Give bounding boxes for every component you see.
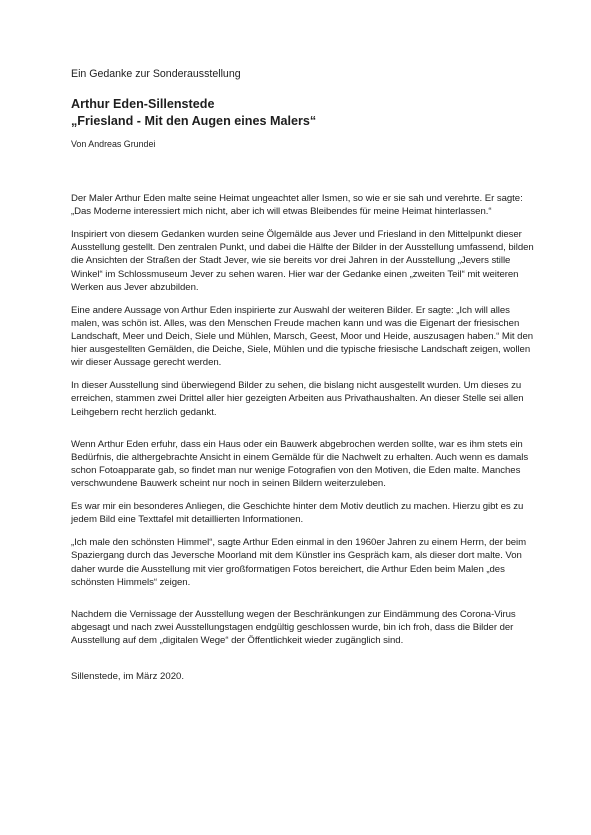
- document-page: [71, 68, 541, 683]
- title-line-1: Arthur Eden-Sillenstede: [71, 97, 215, 111]
- paragraph-6: Es war mir ein besonderes Anliegen, die Geschichte hinter dem Motiv deutlich zu machen. Hierzu gibt es zu jedem Bild eine Texttafel mit detaillierten Informationen.: [71, 501, 524, 526]
- paragraph-5: Wenn Arthur Eden erfuhr, dass ein Haus oder ein Bauwerk abgebrochen werden sollte, war es ihm stets ein Bedürfnis, die althergebrachte Ansicht in einem Gemälde für die Nachwelt zu erhalten. Auch wenn es damals schon Fotoapparate gab, so findet man nur wenige Fotografien von den Motiven, die Eden malte. Manches verschwundene Bauwerk scheint nur noch in seinen Bildern weiterzuleben.: [71, 438, 529, 490]
- document-preheader: Ein Gedanke zur Sonderausstellung: [71, 68, 241, 80]
- paragraph-4: In dieser Ausstellung sind überwiegend Bilder zu sehen, die bislang nicht ausgestellt wurden. Um dieses zu erreichen, stammen zwei Drittel aller hier gezeigten Arbeiten aus Privathaushalten. An dieser Stelle sei allen Leihgebern recht herzlich gedankt.: [71, 380, 524, 418]
- paragraph-7: „Ich male den schönsten Himmel“, sagte Arthur Eden einmal in den 1960er Jahren zu einem Herrn, der beim Spaziergang durch das Jeversche Moorland mit dem Künstler ins Gespräch kam, als dieser dort malte. Von daher wurde die Ausstellung mit vier großformatigen Fotos bereichert, die Arthur Eden beim Malen „des schönsten Himmels“ zeigen.: [71, 537, 527, 588]
- paragraph-2: Inspiriert von diesem Gedanken wurden seine Ölgemälde aus Jever und Friesland in den Mittelpunkt dieser Ausstellung gestellt. Den zentralen Punkt, und dabei die Hälfte der Bilder in der Ausstellung umfassend, bilden die Ansichten der Straßen der Stadt Jever, wie sie bereits vor drei Jahren in der Ausstellung „Jevers stille Winkel“ im Schlossmuseum Jever zu sehen waren. Hier war der Gedanke einen „zweiten Teil“ mit weiteren Werken aus Jever abzubilden.: [71, 229, 534, 293]
- paragraph-3: Eine andere Aussage von Arthur Eden inspirierte zur Auswahl der weiteren Bilder. Er sagte: „Ich will alles malen, was schön ist. Alles, was den Menschen Freude machen kann und was die Eigenart der friesischen Landschaft, Meer und Deich, Siele und Mühlen, Marsch, Geest, Moor und Heide, auszusagen haben.“ Mit den hier ausgestellten Gemälden, die Deiche, Siele, Mühlen und die typische friesische Landschaft zeigen, wollen wir dieser Aussage gerecht werden.: [71, 304, 534, 369]
- document-signoff: Sillenstede, im März 2020.: [71, 670, 185, 682]
- paragraph-8: Nachdem die Vernissage der Ausstellung wegen der Beschränkungen zur Eindämmung des Corona-Virus abgesagt und nach zwei Ausstellungstagen endgültig geschlossen wurde, bin ich froh, dass die Bilder der Ausstellung auf dem „digitalen Wege“ der Öffentlichkeit wieder zugänglich sind.: [71, 609, 516, 647]
- document-author: Von Andreas Grundei: [71, 139, 156, 149]
- title-line-2: „Friesland - Mit den Augen eines Malers“: [71, 114, 317, 128]
- document-title: [71, 96, 541, 130]
- paragraph-1: Der Maler Arthur Eden malte seine Heimat ungeachtet aller Ismen, so wie er sie sah und verehrte. Er sagte: „Das Moderne interessiert mich nicht, aber ich will etwas Bleibendes für meine Heimat hinterlassen.“: [71, 193, 523, 218]
